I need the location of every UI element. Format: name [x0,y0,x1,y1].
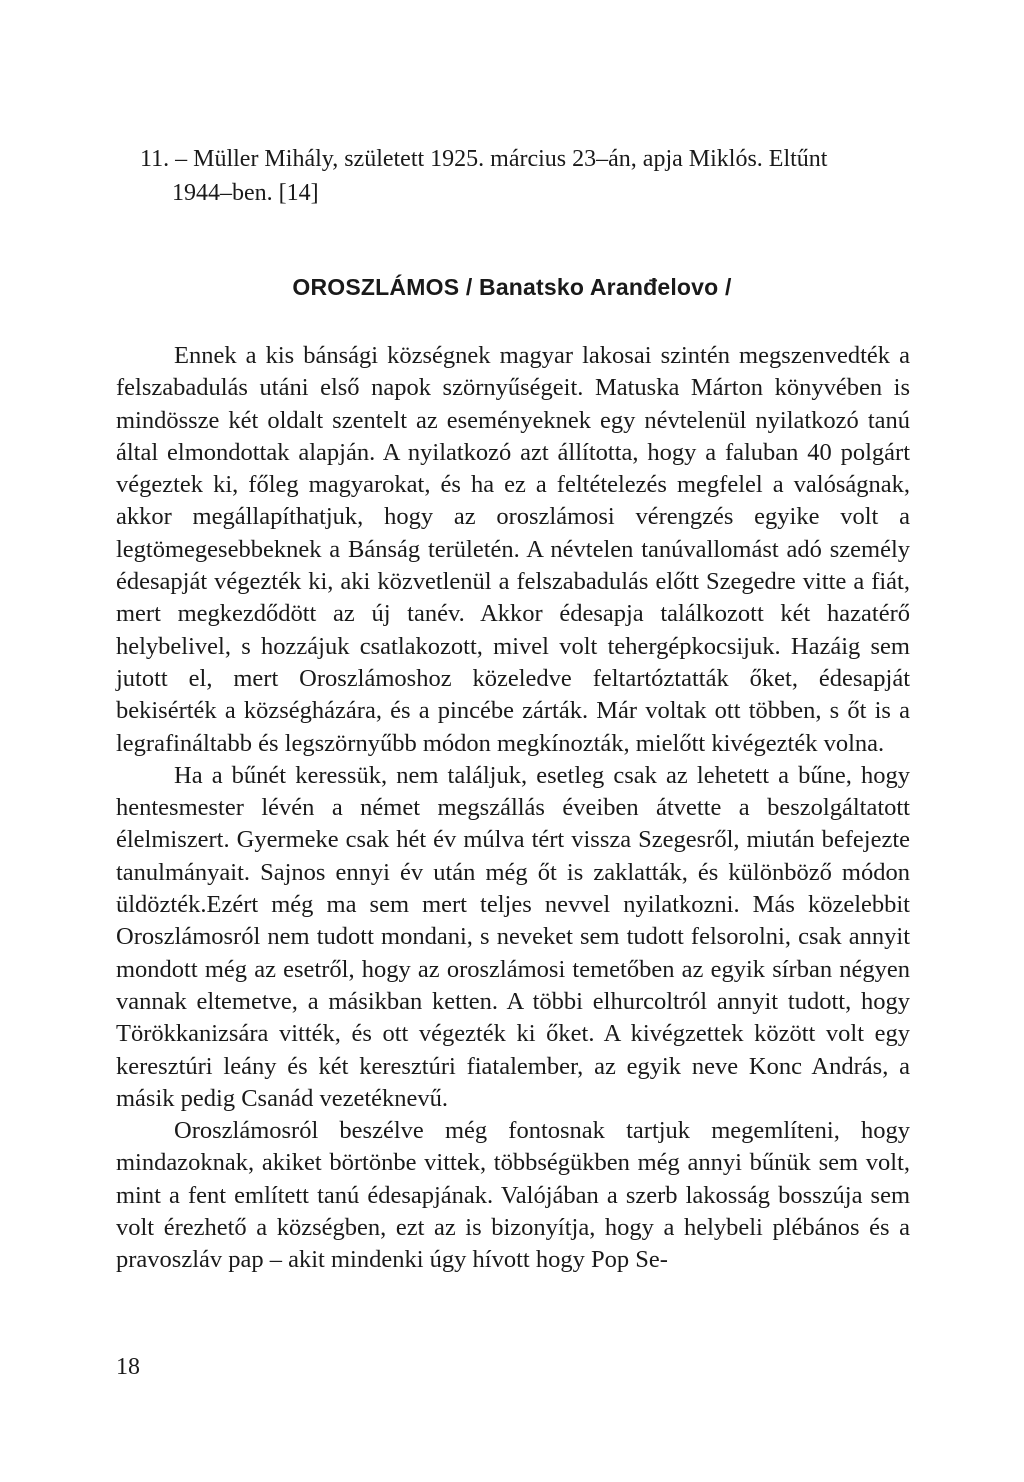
section-heading: OROSZLÁMOS / Banatsko Aranđelovo / [292,274,732,300]
paragraph-2: Ha a bűnét keressük, nem találjuk, esetleg csak az lehetett a bűne, hogy hentesmester lévén a német megszállás éveiben átvette a beszolgáltatott élelmiszert. Gyermeke csak hét év múlva tért vissza Szegesről, miután befejezte tanulmányait. Sajnos ennyi év után még őt is zaklatták, és különböző módon üldözték.Ezért még ma sem mert teljes nevvel nyilatkozni. Más közelebbit Oroszlámosról nem tudott mondani, s neveket sem tudott felsorolni, csak annyit mondott még az esetről, hogy az oroszlámosi temetőben az egyik sírban négyen vannak eltemetve, a másikban ketten. A többi elhurcoltról annyit tudott, hogy Törökkanizsára vitték, és ott végezték ki őket. A kivégzettek között volt egy keresztúri leány és két keresztúri fiatalember, az egyik neve Konc András, a másik pedig Csanád vezetéknevű. [116,761,910,1112]
page-number: 18 [116,1354,140,1380]
list-entry-11 [140,142,920,210]
entry-line-1: 11. – Müller Mihály, született 1925. március 23–án, apja Miklós. Eltűnt [140,146,828,172]
entry-line-2: 1944–ben. [14] [172,180,319,206]
paragraph-1: Ennek a kis bánsági községnek magyar lakosai szintén megszenvedték a felszabadulás utáni első napok szörnyűségeit. Matuska Márton könyvében is mindössze két oldalt szentelt az eseményeknek egy névtelenül nyilatkozó tanú által elmondottak alapján. A nyilatkozó azt állította, hogy a faluban 40 polgárt végeztek ki, főleg magyarokat, és ha ez a feltételezés megfelel a valóságnak, akkor megállapíthatjuk, hogy az oroszlámosi vérengzés egyike volt a legtömegesebbeknek a Bánság területén. A névtelen tanúvallomást adó személy édesapját végezték ki, aki közvetlenül a felszabadulás előtt Szegedre vitte a fiát, mert megkezdődött az új tanév. Akkor édesapja találkozott két hazatérő helybelivel, s hozzájuk csatlakozott, mivel volt tehergépkocsijuk. Hazáig sem jutott el, mert Oroszlámoshoz közeledve feltartóztatták őket, édesapját bekisérték a községházára, és a pincébe zárták. Már voltak ott többen, s őt is a legrafináltabb és legszörnyűbb módon megkínozták, mielőtt kivégezték volna. [116,342,910,757]
paragraph-3: Oroszlámosról beszélve még fontosnak tartjuk megemlíteni, hogy mindazoknak, akiket börtönbe vittek, többségükben még annyi bűnük sem volt, mint a fent említett tanú édesapjának. Valójában a szerb lakosság bosszúja sem volt érezhető a községben, ezt az is bizonyítja, hogy a helybeli plébános és a pravoszláv pap – akit mindenki úgy hívott hogy Pop Se- [116,1117,910,1274]
body-text [116,340,910,1277]
